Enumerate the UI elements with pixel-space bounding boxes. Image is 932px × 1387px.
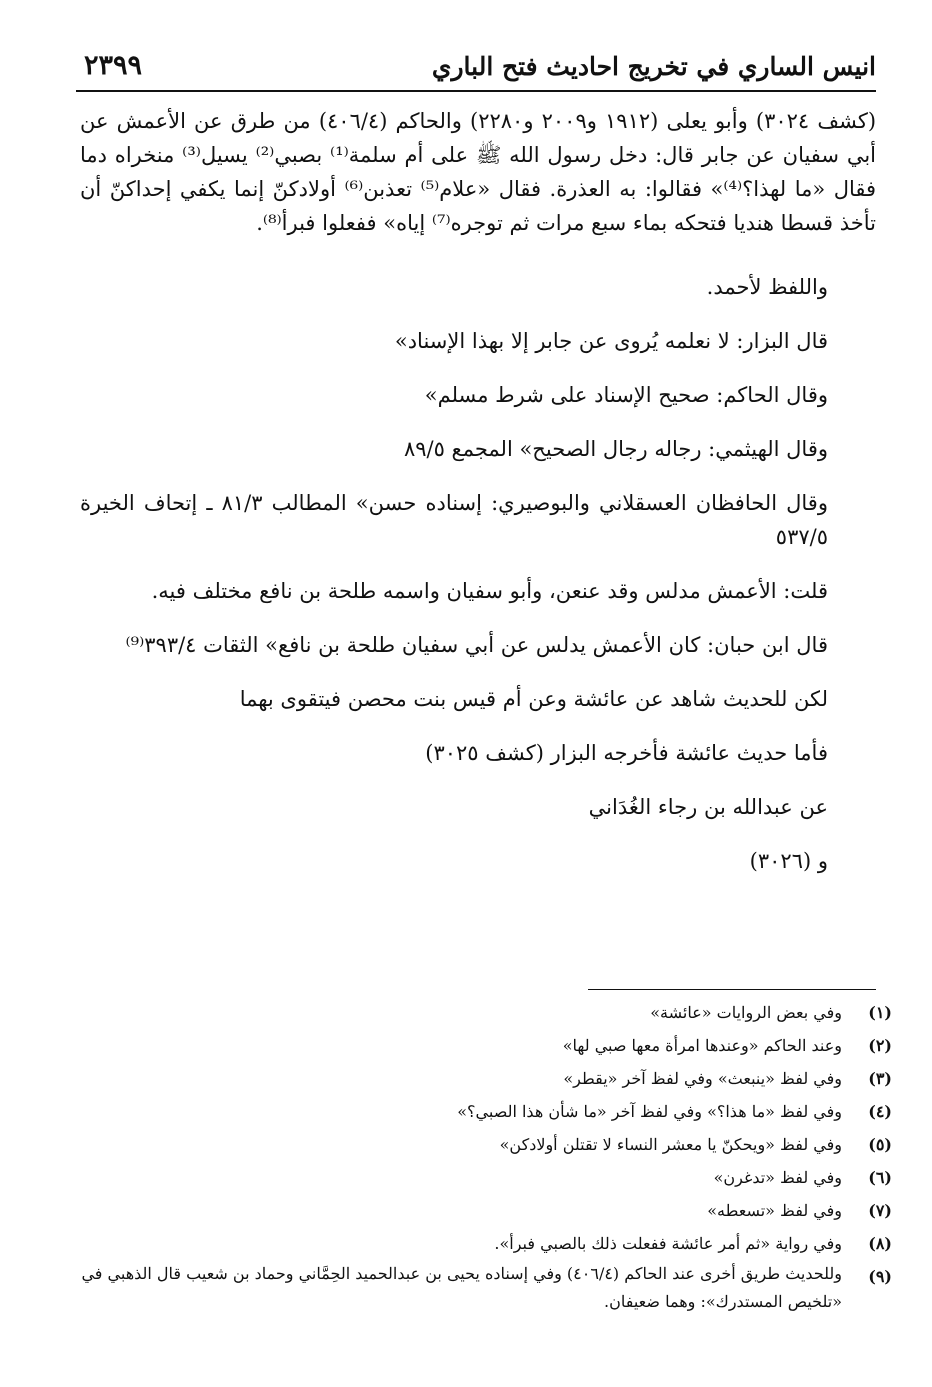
footnote-number: (٤) bbox=[868, 1102, 892, 1121]
footnote-1 bbox=[80, 996, 892, 1029]
footnote-text: وللحديث طريق أخرى عند الحاكم (٤٠٦/٤) وفي إسناده يحيى بن عبدالحميد الحِمَّاني وحماد بن شعيب قال الذهبي في «تلخيص المستدرك»: وهما ضعيفان. bbox=[81, 1264, 842, 1311]
aisha-narration: فأما حديث عائشة فأخرجه البزار (كشف ٣٠٢٥) bbox=[425, 741, 828, 765]
narrator-line: عن عبدالله بن رجاء الغُدَاني bbox=[588, 795, 828, 819]
page-header bbox=[76, 46, 876, 92]
footnote-text: وفي لفظ «ينبعث» وفي لفظ آخر «يقطر» bbox=[563, 1069, 842, 1088]
footnote-number: (١) bbox=[868, 1003, 892, 1022]
running-title: انيس الساري في تخريج احاديث فتح الباري bbox=[431, 52, 876, 81]
hadith-paragraph: (كشف ٣٠٢٤) وأبو يعلى (١٩١٢ و٢٠٠٩ و٢٢٨٠) والحاكم (٤٠٦/٤) من طرق عن الأعمش عن أبي سفيان عن جابر قال: دخل رسول الله ﷺ على أم سلمة⁽¹⁾ بصبي⁽²⁾ يسيل⁽³⁾ منخراه دما فقال «ما لهذا؟⁽⁴⁾» فقالوا: به العذرة. فقال «علام⁽⁵⁾ تعذبن⁽⁶⁾ أولادكنّ إنما يكفي إحداكنّ أن تأخذ قسطا هنديا فتحكه بماء سبع مرات ثم توجره⁽⁷⁾ إياه» ففعلوا فبرأ⁽⁸⁾. bbox=[80, 109, 877, 235]
footnote-number: (٦) bbox=[868, 1168, 892, 1187]
footnote-divider bbox=[588, 989, 876, 990]
footnote-text: وفي لفظ «تدغرن» bbox=[713, 1168, 842, 1187]
wording-note: واللفظ لأحمد. bbox=[706, 275, 828, 299]
footnote-number: (٨) bbox=[868, 1234, 892, 1253]
page-number: ٢٣٩٩ bbox=[84, 50, 143, 81]
haythami-quote: وقال الهيثمي: رجاله رجال الصحيح» المجمع ٨٩/٥ bbox=[403, 437, 828, 461]
reference-line: و (٣٠٢٦) bbox=[749, 849, 828, 873]
footnote-text: وفي رواية «ثم أمر عائشة ففعلت ذلك بالصبي فبرأ». bbox=[494, 1234, 842, 1253]
footnote-7 bbox=[80, 1194, 892, 1227]
footnote-number: (٧) bbox=[868, 1201, 892, 1220]
footnote-number: (٩) bbox=[868, 1267, 892, 1286]
footnote-text: وفي لفظ «تسعطه» bbox=[707, 1201, 842, 1220]
footnote-number: (٢) bbox=[868, 1036, 892, 1055]
footnote-4 bbox=[80, 1095, 892, 1128]
footnote-8 bbox=[80, 1227, 892, 1260]
footnote-3 bbox=[80, 1062, 892, 1095]
supporting-narration: لكن للحديث شاهد عن عائشة وعن أم قيس بنت محصن فيتقوى بهما bbox=[239, 687, 828, 711]
footnote-text: وعند الحاكم «وعندها امرأة معها صبي لها» bbox=[562, 1036, 842, 1055]
footnote-number: (٣) bbox=[868, 1069, 892, 1088]
footnote-text: وفي لفظ «ويحكنّ يا معشر النساء لا تقتلن أولادكن» bbox=[499, 1135, 842, 1154]
footnote-5 bbox=[80, 1128, 892, 1161]
author-comment: قلت: الأعمش مدلس وقد عنعن، وأبو سفيان واسمه طلحة بن نافع مختلف فيه. bbox=[151, 579, 828, 603]
footnote-text: وفي بعض الروايات «عائشة» bbox=[650, 1003, 842, 1022]
footnotes bbox=[80, 996, 892, 1316]
footnote-6 bbox=[80, 1161, 892, 1194]
bazzar-quote: قال البزار: لا نعلمه يُروى عن جابر إلا بهذا الإسناد» bbox=[394, 329, 828, 353]
footnote-9 bbox=[80, 1260, 892, 1316]
footnote-number: (٥) bbox=[868, 1135, 892, 1154]
main-text bbox=[80, 104, 876, 898]
ibn-hibban-quote: قال ابن حبان: كان الأعمش يدلس عن أبي سفيان طلحة بن نافع» الثقات ٣٩٣/٤⁽⁹⁾ bbox=[125, 633, 828, 657]
footnote-text: وفي لفظ «ما هذا؟» وفي لفظ آخر «ما شأن هذا الصبي؟» bbox=[457, 1102, 842, 1121]
hakim-quote: وقال الحاكم: صحيح الإسناد على شرط مسلم» bbox=[424, 383, 828, 407]
footnote-2 bbox=[80, 1029, 892, 1062]
hafizan-quote: وقال الحافظان العسقلاني والبوصيري: إسناده حسن» المطالب ٨١/٣ ـ إتحاف الخيرة ٥٣٧/٥ bbox=[80, 491, 828, 549]
